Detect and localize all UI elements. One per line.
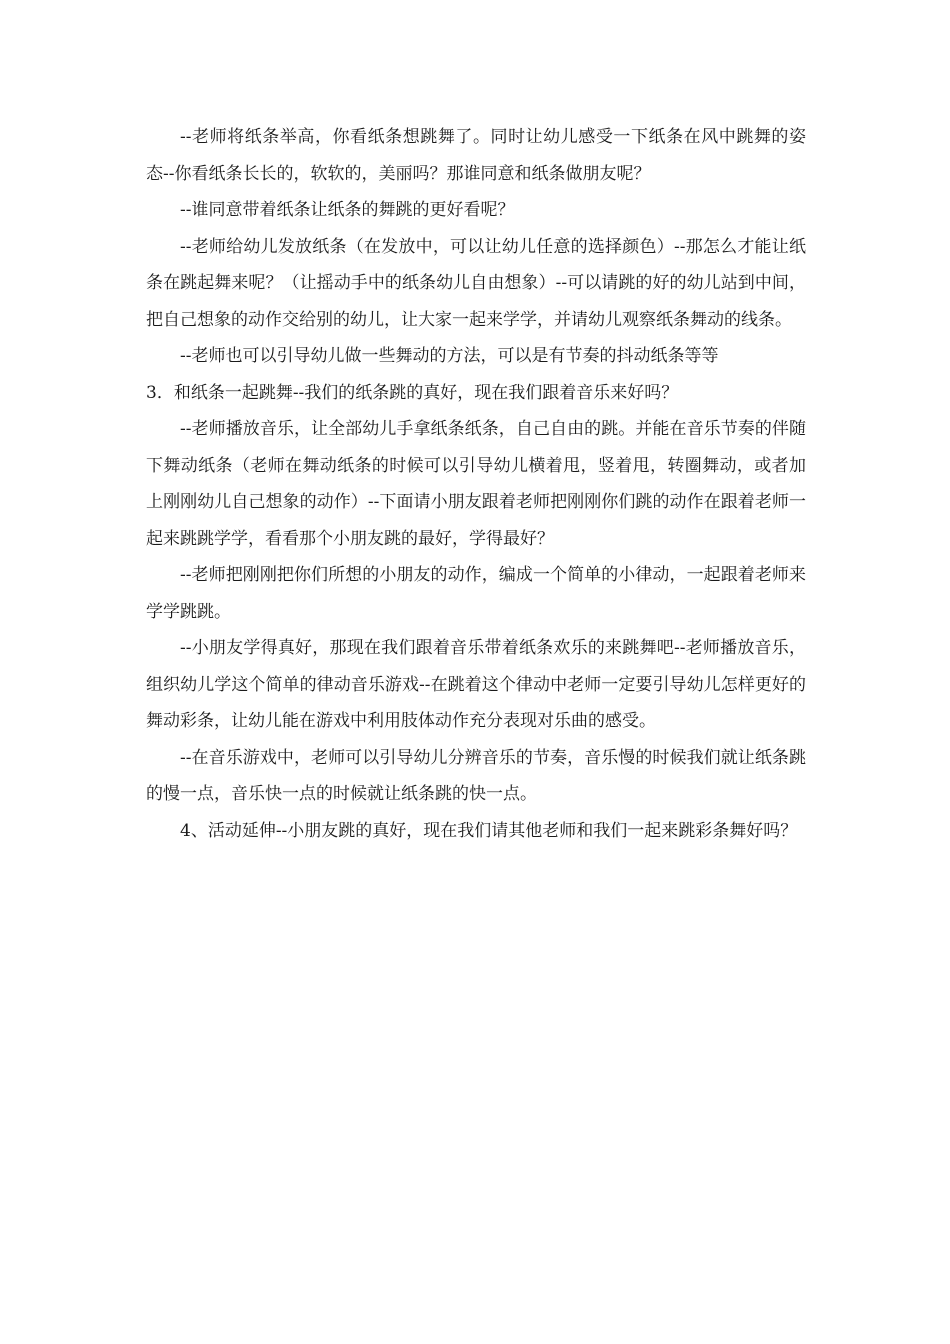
- paragraph-9: --在音乐游戏中，老师可以引导幼儿分辨音乐的节奏，音乐慢的时候我们就让纸条跳的慢一点，音乐快一点的时候就让纸条跳的快一点。: [146, 747, 806, 804]
- paragraph-6: --老师播放音乐，让全部幼儿手拿纸条纸条，自己自由的跳。并能在音乐节奏的伴随下舞动纸条（老师在舞动纸条的时候可以引导幼儿横着甩，竖着甩，转圈舞动，或者加上刚刚幼儿自己想象的动作）--下面请小朋友跟着老师把刚刚你们跳的动作在跟着老师一起来跳跳学学，看看那个小朋友跳的最好，学得最好？: [146, 419, 806, 549]
- section-heading-4: 4、活动延伸--小朋友跳的真好，现在我们请其他老师和我们一起来跳彩条舞好吗？: [180, 820, 798, 841]
- paragraph-8: --小朋友学得真好，那现在我们跟着音乐带着纸条欢乐的来跳舞吧--老师播放音乐，组织幼儿学这个简单的律动音乐游戏--在跳着这个律动中老师一定要引导幼儿怎样更好的舞动彩条，让幼儿能在游戏中利用肢体动作充分表现对乐曲的感受。: [146, 638, 806, 731]
- paragraph-3: --老师给幼儿发放纸条（在发放中，可以让幼儿任意的选择颜色）--那怎么才能让纸条在跳起舞来呢？（让摇动手中的纸条幼儿自由想象）--可以请跳的好的幼儿站到中间，把自己想象的动作交给别的幼儿，让大家一起来学学，并请幼儿观察纸条舞动的线条。: [146, 236, 806, 330]
- paragraph-4: --老师也可以引导幼儿做一些舞动的方法，可以是有节奏的抖动纸条等等: [180, 346, 719, 366]
- paragraph-1: --老师将纸条举高，你看纸条想跳舞了。同时让幼儿感受一下纸条在风中跳舞的姿态--你看纸条长长的，软软的，美丽吗？那谁同意和纸条做朋友呢？: [146, 127, 806, 184]
- paragraph-2: --谁同意带着纸条让纸条的舞跳的更好看呢？: [180, 200, 515, 220]
- paragraph-7: --老师把刚刚把你们所想的小朋友的动作，编成一个简单的小律动，一起跟着老师来学学跳跳。: [146, 565, 806, 622]
- document-body: [146, 119, 806, 849]
- section-heading-3: 3．和纸条一起跳舞--我们的纸条跳的真好，现在我们跟着音乐来好吗？: [146, 382, 679, 403]
